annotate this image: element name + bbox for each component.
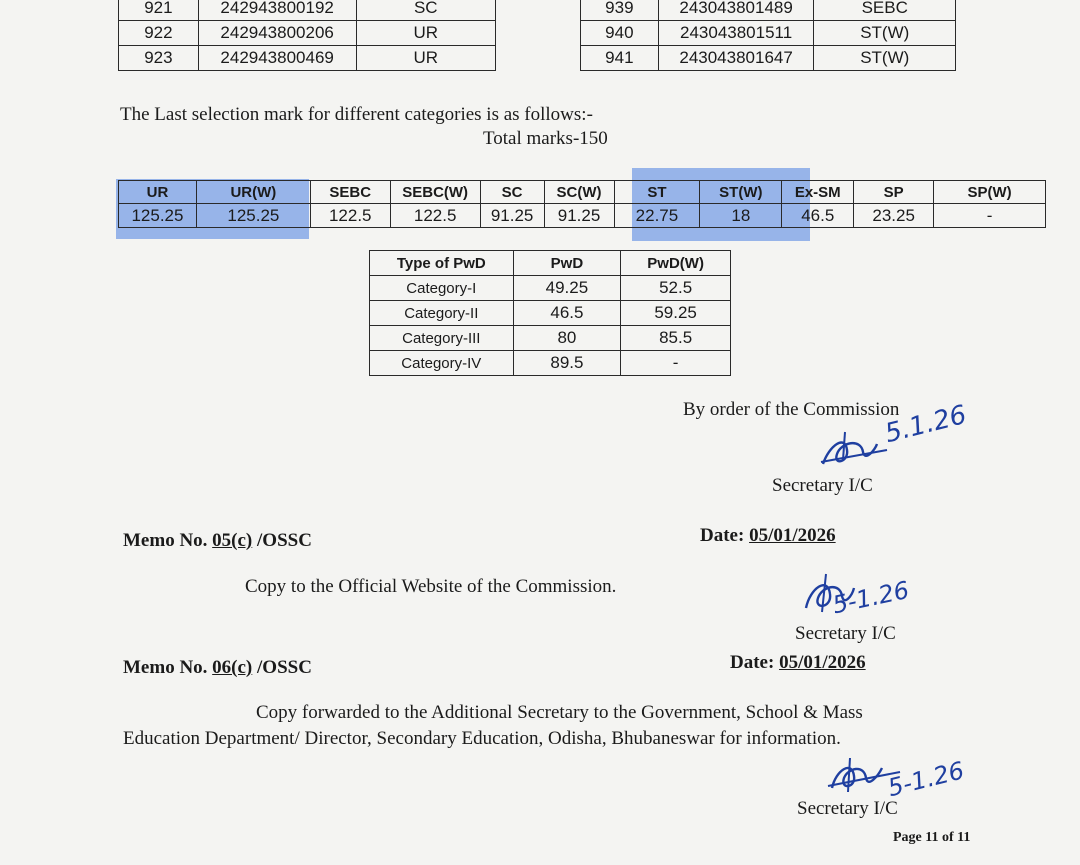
header-sp-w: SP(W)	[934, 181, 1046, 204]
roll-cell: 242943800206	[198, 21, 356, 46]
pwd-w-value-cell: -	[621, 351, 731, 376]
header-sebc: SEBC	[310, 181, 390, 204]
signature-date-3: 5-1.26	[885, 756, 967, 803]
header-pwd: PwD	[513, 251, 621, 276]
roll-cell: 243043801489	[658, 0, 814, 21]
roll-cell: 242943800192	[198, 0, 356, 21]
signature-date-2: 5-1.26	[830, 575, 912, 620]
sl-cell: 923	[119, 46, 199, 71]
signature-date-1: 5.1.26	[882, 399, 970, 450]
roll-cell: 243043801647	[658, 46, 814, 71]
sl-cell: 921	[119, 0, 199, 21]
pwd-value-cell: 49.25	[513, 276, 621, 301]
pwd-marks-table	[369, 250, 731, 376]
table-header-row	[119, 181, 1046, 204]
table-row	[581, 46, 956, 71]
table-row	[119, 0, 496, 21]
table-row	[370, 276, 731, 301]
pwd-category-cell: Category-IV	[370, 351, 514, 376]
pwd-value-cell: 80	[513, 326, 621, 351]
header-ur-w: UR(W)	[196, 181, 310, 204]
value-sp: 23.25	[854, 204, 934, 228]
value-st: 22.75	[614, 204, 700, 228]
signatory-1: Secretary I/C	[772, 475, 873, 496]
copy-2-line-1: Copy forwarded to the Additional Secretary to the Government, School & Mass	[256, 702, 863, 723]
signatory-3: Secretary I/C	[797, 798, 898, 819]
pwd-value-cell: 46.5	[513, 301, 621, 326]
table-row	[581, 0, 956, 21]
intro-text: The Last selection mark for different categories is as follows:-	[120, 104, 593, 125]
table-row	[370, 301, 731, 326]
pwd-w-value-cell: 85.5	[621, 326, 731, 351]
header-ex-sm: Ex-SM	[782, 181, 854, 204]
table-row	[119, 46, 496, 71]
value-ur: 125.25	[119, 204, 197, 228]
table-row	[119, 21, 496, 46]
category-cell: UR	[356, 46, 495, 71]
header-type-of-pwd: Type of PwD	[370, 251, 514, 276]
category-cell: UR	[356, 21, 495, 46]
signatory-2: Secretary I/C	[795, 623, 896, 644]
sl-cell: 940	[581, 21, 659, 46]
header-ur: UR	[119, 181, 197, 204]
memo-1-number: Memo No. 05(c) /OSSC	[123, 530, 312, 551]
pwd-value-cell: 89.5	[513, 351, 621, 376]
copy-1-text: Copy to the Official Website of the Commission.	[245, 576, 617, 597]
pwd-category-cell: Category-II	[370, 301, 514, 326]
pwd-w-value-cell: 59.25	[621, 301, 731, 326]
header-st: ST	[614, 181, 700, 204]
total-marks-text: Total marks-150	[483, 128, 608, 149]
header-sp: SP	[854, 181, 934, 204]
category-cell: SC	[356, 0, 495, 21]
value-sp-w: -	[934, 204, 1046, 228]
table-row	[370, 326, 731, 351]
roll-table-left	[118, 0, 496, 71]
value-sebc-w: 122.5	[390, 204, 480, 228]
table-row	[119, 204, 1046, 228]
value-sebc: 122.5	[310, 204, 390, 228]
table-header-row	[370, 251, 731, 276]
header-sc: SC	[480, 181, 544, 204]
header-sebc-w: SEBC(W)	[390, 181, 480, 204]
pwd-w-value-cell: 52.5	[621, 276, 731, 301]
copy-2-line-2: Education Department/ Director, Secondary Education, Odisha, Bhubaneswar for information.	[123, 728, 841, 749]
memo-2-date: Date: 05/01/2026	[730, 652, 866, 673]
sl-cell: 941	[581, 46, 659, 71]
value-sc: 91.25	[480, 204, 544, 228]
table-row	[581, 21, 956, 46]
pwd-category-cell: Category-III	[370, 326, 514, 351]
pwd-category-cell: Category-I	[370, 276, 514, 301]
value-ex-sm: 46.5	[782, 204, 854, 228]
value-st-w: 18	[700, 204, 782, 228]
header-pwd-w: PwD(W)	[621, 251, 731, 276]
category-cell: ST(W)	[814, 46, 956, 71]
table-row	[370, 351, 731, 376]
roll-cell: 243043801511	[658, 21, 814, 46]
category-cell: ST(W)	[814, 21, 956, 46]
order-text: By order of the Commission	[683, 399, 900, 420]
memo-1-date: Date: 05/01/2026	[700, 525, 836, 546]
header-st-w: ST(W)	[700, 181, 782, 204]
sl-cell: 939	[581, 0, 659, 21]
header-sc-w: SC(W)	[544, 181, 614, 204]
value-sc-w: 91.25	[544, 204, 614, 228]
sl-cell: 922	[119, 21, 199, 46]
page-number: Page 11 of 11	[893, 830, 971, 845]
selection-marks-table	[118, 180, 1046, 228]
value-ur-w: 125.25	[196, 204, 310, 228]
category-cell: SEBC	[814, 0, 956, 21]
roll-cell: 242943800469	[198, 46, 356, 71]
memo-2-number: Memo No. 06(c) /OSSC	[123, 657, 312, 678]
roll-table-right	[580, 0, 956, 71]
